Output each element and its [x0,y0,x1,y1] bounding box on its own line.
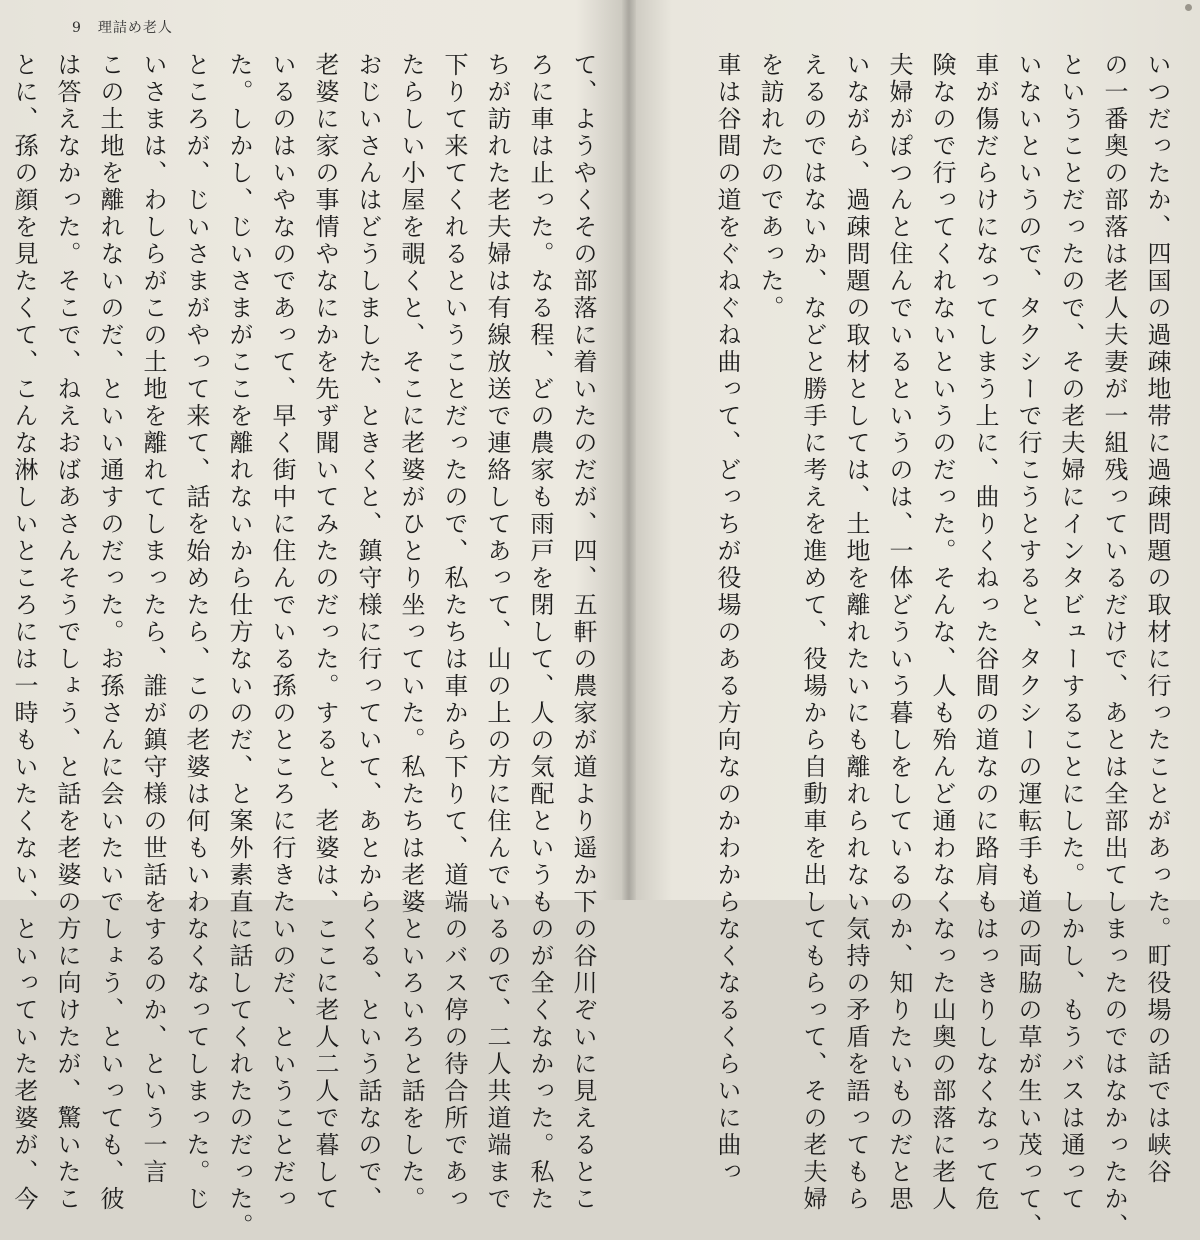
text-line: た。しかし、じいさまがここを離れないから仕方ないのだ、と案外素直に話してくれたのだった。 [225,52,253,1240]
text-line: 険なので行ってくれないというのだった。そんな、人も殆んど通わなくなった山奥の部落に老人 [928,52,956,1213]
text-line: ちが訪れた老夫婦は有線放送で連絡してあって、山の上の方に住んでいるので、二人共道端まで [483,52,511,1213]
text-line: を訪れたのであった。 [756,52,784,322]
text-line: の一番奥の部落は老人夫妻が一組残っているだけで、あとは全部出てしまったのではなかったか、 [1100,52,1128,1240]
text-line: 夫婦がぽつんと住んでいるというのは、一体どういう暮しをしているのか、知りたいものだと思 [885,52,913,1213]
running-head [72,17,173,37]
text-line: ろに車は止った。なる程、どの農家も雨戸を閉して、人の気配というものが全くなかった。私た [526,52,554,1213]
text-line: とに、孫の顔を見たくて、こんな淋しいところには一時もいたくない、といっていた老婆が、今 [10,52,38,1213]
right-page-text [668,52,1178,1240]
text-line: いつだったか、四国の過疎地帯に過疎問題の取材に行ったことがあった。町役場の話では峡谷 [1143,52,1171,1186]
text-line [0,52,2,892]
left-page-text [10,52,604,1240]
text-line: て、ようやくその部落に着いたのだが、四、五軒の農家が道より遥か下の谷川ぞいに見えるとこ [569,52,597,1213]
text-line: は答えなかった。そこで、ねえおばあさんそうでしょう、と話を老婆の方に向けたが、驚いたこ [53,52,81,1213]
text-line: 下りて来てくれるということだったので、私たちは車から下りて、道端のバス停の待合所であっ [440,52,468,1213]
text-line: いさまは、わしらがこの土地を離れてしまったら、誰が鎮守様の世話をするのか、という一言 [139,52,167,1186]
book-gutter [622,0,636,900]
text-line: ということだったので、その老夫婦にインタビューすることにした。しかし、もうバスは通って [1057,52,1085,1213]
corner-mark [1185,4,1192,11]
text-line: 車が傷だらけになってしまう上に、曲りくねった谷間の道なのに路肩もはっきりしなくなって危 [971,52,999,1213]
text-line: 老婆に家の事情やなにかを先ず聞いてみたのだった。すると、老婆は、ここに老人二人で暮して [311,52,339,1213]
text-line: いるのはいやなのであって、早く街中に住んでいる孫のところに行きたいのだ、ということだっ [268,52,296,1213]
text-line: この土地を離れないのだ、といい通すのだった。お孫さんに会いたいでしょう、といっても、彼 [96,52,124,1213]
text-line: いないというので、タクシーで行こうとすると、タクシーの運転手も道の両脇の草が生い茂って、 [1014,52,1042,1240]
text-line: いながら、過疎問題の取材としては、土地を離れたいにも離れられない気持の矛盾を語ってもら [842,52,870,1213]
chapter-title: 理詰め老人 [97,20,173,36]
page-number: 9 [72,20,82,36]
text-line: たらしい小屋を覗くと、そこに老婆がひとり坐っていた。私たちは老婆といろいろと話をした。 [397,52,425,1213]
text-line: 車は谷間の道をぐねぐね曲って、どっちが役場のある方向なのかわからなくなるくらいに曲っ [713,52,741,1186]
right-page [636,0,1200,1240]
text-line: ところが、じいさまがやって来て、話を始めたら、この老婆は何もいわなくなってしまった。じ [182,52,210,1213]
text-line: おじいさんはどうしました、ときくと、鎮守様に行っていて、あとからくる、という話なので、 [354,52,382,1213]
text-line: えるのではないか、などと勝手に考えを進めて、役場から自動車を出してもらって、その老夫婦 [799,52,827,1213]
